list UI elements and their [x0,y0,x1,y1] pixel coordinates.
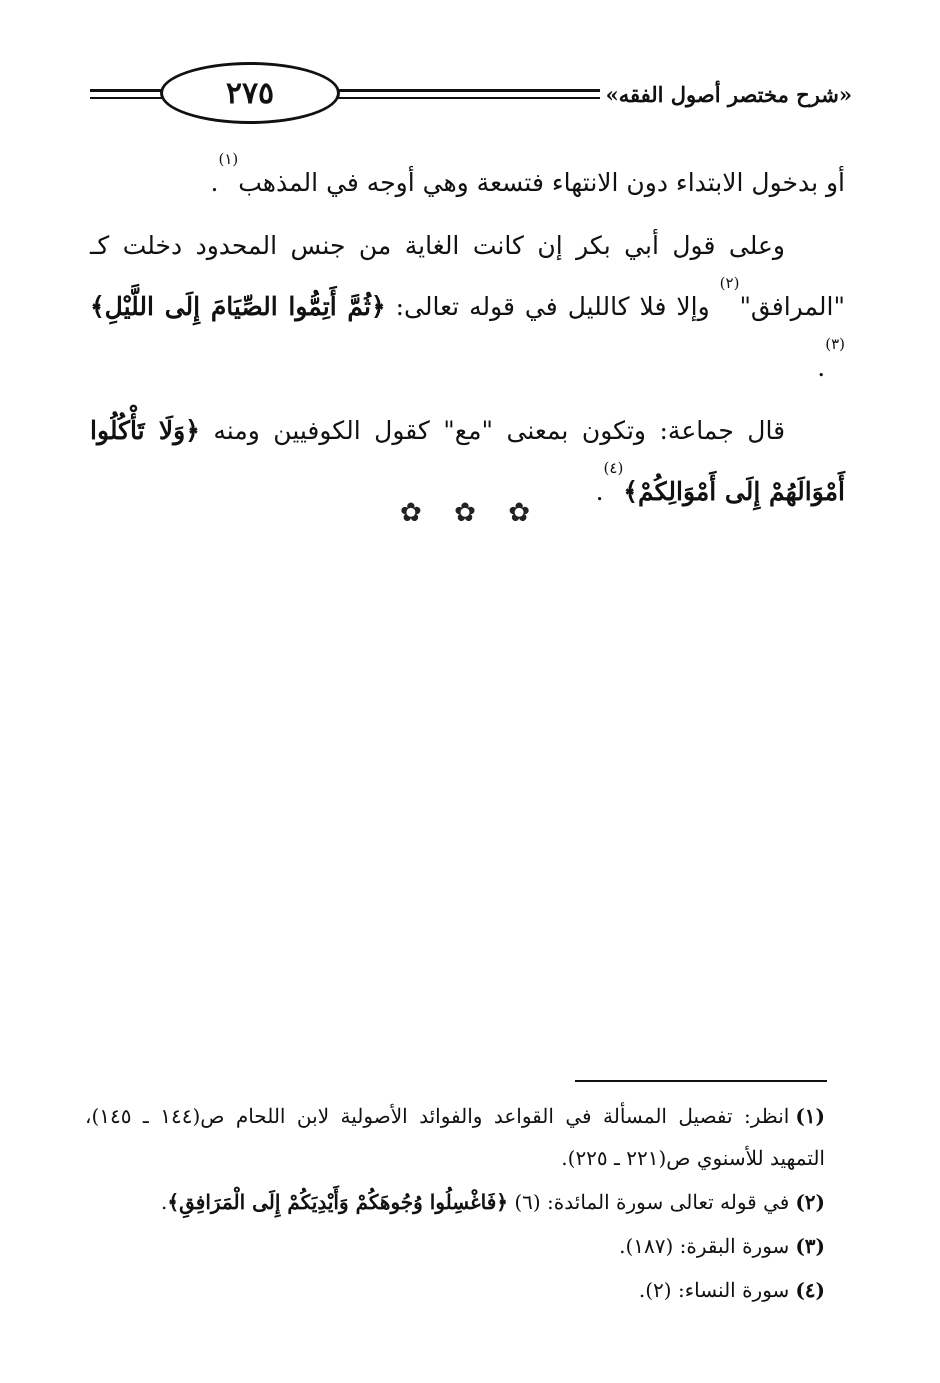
paragraph-text: قال جماعة: وتكون بمعنى "مع" كقول الكوفيين ومنه [199,416,786,445]
footnote-ref: (١) [218,150,239,168]
period: . [210,168,219,197]
paragraph-text: وإلا فلا كالليل في قوله تعالى: [385,292,720,321]
footnote-text: سورة البقرة: (١٨٧). [619,1234,790,1258]
book-title: «شرح مختصر أصول الفقه» [605,82,852,107]
flower-ornament-icon: ✿ [508,498,530,528]
main-text [90,152,845,524]
paragraph-text: أو بدخول الابتداء دون الانتهاء فتسعة وهي أوجه في المذهب [238,168,845,197]
period: . [817,353,826,382]
flower-ornament-icon: ✿ [400,498,422,528]
footnote-text: سورة النساء: (٢). [638,1278,790,1302]
footnote-4 [85,1269,825,1311]
footnote-number: (٢) [795,1190,825,1214]
footnote-number: (١) [795,1104,826,1128]
page-header [90,62,852,132]
footnote-3 [85,1225,825,1267]
footnote-ref: (٢) [719,274,740,292]
paragraph-text: وعلى قول أبي بكر إن كانت الغاية من جنس المحدود دخلت كـ "المرافق" [90,231,845,321]
footnotes [85,1095,825,1313]
quran-verse: ﴿وَلَا تَأْكُلُوا أَمْوَالَهُمْ إِلَى أَمْوَالِكُمْ﴾ [90,416,845,506]
footnote-2 [85,1181,825,1223]
footnote-ref: (٤) [603,459,624,477]
period: . [595,477,604,506]
footnote-number: (٤) [795,1278,825,1302]
section-ornaments [400,498,530,528]
quran-verse: ﴿ثُمَّ أَتِمُّوا الصِّيَامَ إِلَى اللَّيْلِ﴾ [90,292,386,321]
footnote-separator [575,1080,827,1082]
footnote-text: في قوله تعالى سورة المائدة: (٦) [507,1190,790,1214]
page-number: ٢٧٥ [160,62,340,124]
paragraph-2 [90,215,845,398]
footnote-text: انظر: تفصيل المسألة في القواعد والفوائد الأصولية لابن اللحام ص(١٤٤ ـ ١٤٥)، التمهيد للأسنوي ص(٢٢١ ـ ٢٢٥). [85,1104,825,1170]
period: . [161,1190,168,1214]
footnote-number: (٣) [795,1234,825,1258]
quran-verse: ﴿فَاغْسِلُوا وُجُوهَكُمْ وَأَيْدِيَكُمْ إِلَى الْمَرَافِقِ﴾ [167,1190,508,1214]
paragraph-1 [90,152,845,213]
flower-ornament-icon: ✿ [454,498,476,528]
footnote-ref: (٣) [825,335,845,353]
footnote-1 [85,1095,825,1179]
